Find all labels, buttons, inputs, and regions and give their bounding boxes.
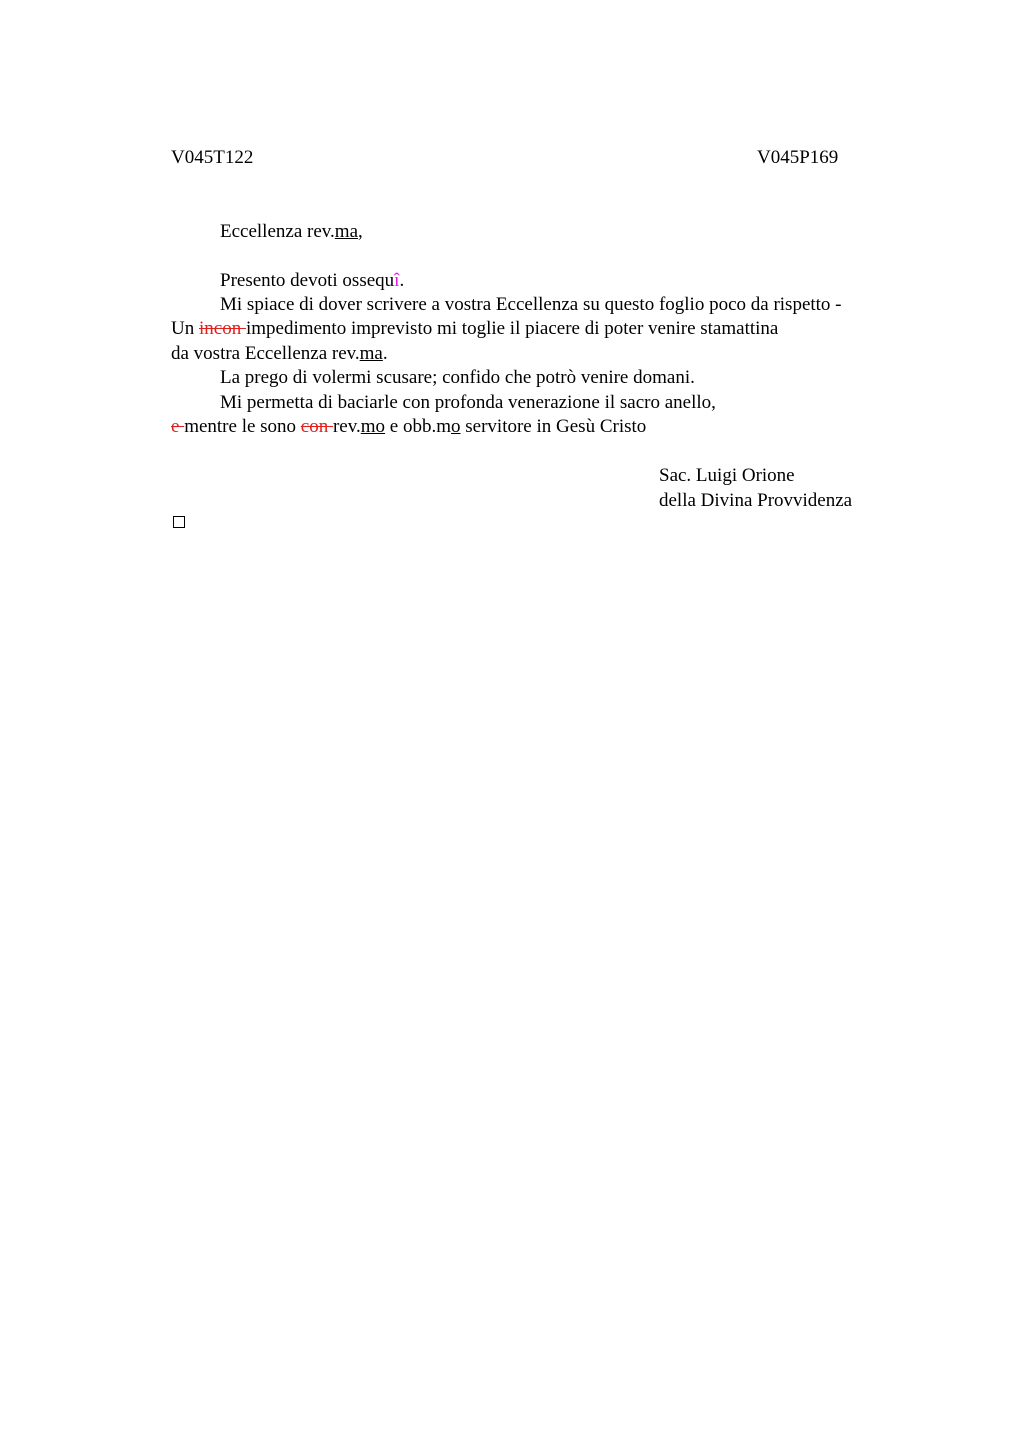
signature-title: della Divina Provvidenza [659,490,853,511]
mentre-deleted-1: e [171,416,185,437]
line-prego: La prego di volermi scusare; confido che potrò venire domani. [220,367,695,388]
mentre-part-1: mentre le sono [184,416,301,437]
ossequi-mark: î [394,270,400,291]
ossequi-punct: . [399,270,405,291]
salutation-abbrev: ma [334,221,359,242]
checkbox-glyph-icon [173,516,185,528]
un-deleted: incon [198,318,246,339]
salutation [220,221,363,243]
line-permetta: Mi permetta di baciarle con profonda venerazione il sacro anello, [220,392,716,413]
ossequi-text: Presento devoti ossequ [220,270,395,291]
un-rest: impedimento imprevisto mi toglie il piacere di poter venire stamattina [245,318,779,339]
line-ossequi [220,270,404,292]
mentre-part-3: e obb.m [385,416,452,437]
salutation-text: Eccellenza rev. [220,221,335,242]
un-text: Un [171,318,199,339]
salutation-punct: , [358,221,363,242]
mentre-part-2: rev. [332,416,361,437]
da-punct: . [382,343,388,364]
line-un [171,318,778,340]
mentre-part-4: servitore in Gesù Cristo [460,416,647,437]
mentre-abbrev-1: mo [360,416,386,437]
da-text: da vostra Eccellenza rev. [171,343,360,364]
da-abbrev: ma [359,343,383,364]
line-spiace: Mi spiace di dover scrivere a vostra Eccellenza su questo foglio poco da rispetto - [220,294,842,315]
signature-name: Sac. Luigi Orione [659,465,795,486]
document-code-right: V045P169 [757,147,839,168]
line-mentre [171,416,646,438]
line-da [171,343,388,365]
mentre-abbrev-2: o [451,416,461,437]
mentre-deleted-2: con [300,416,333,437]
document-code-left: V045T122 [171,147,254,168]
